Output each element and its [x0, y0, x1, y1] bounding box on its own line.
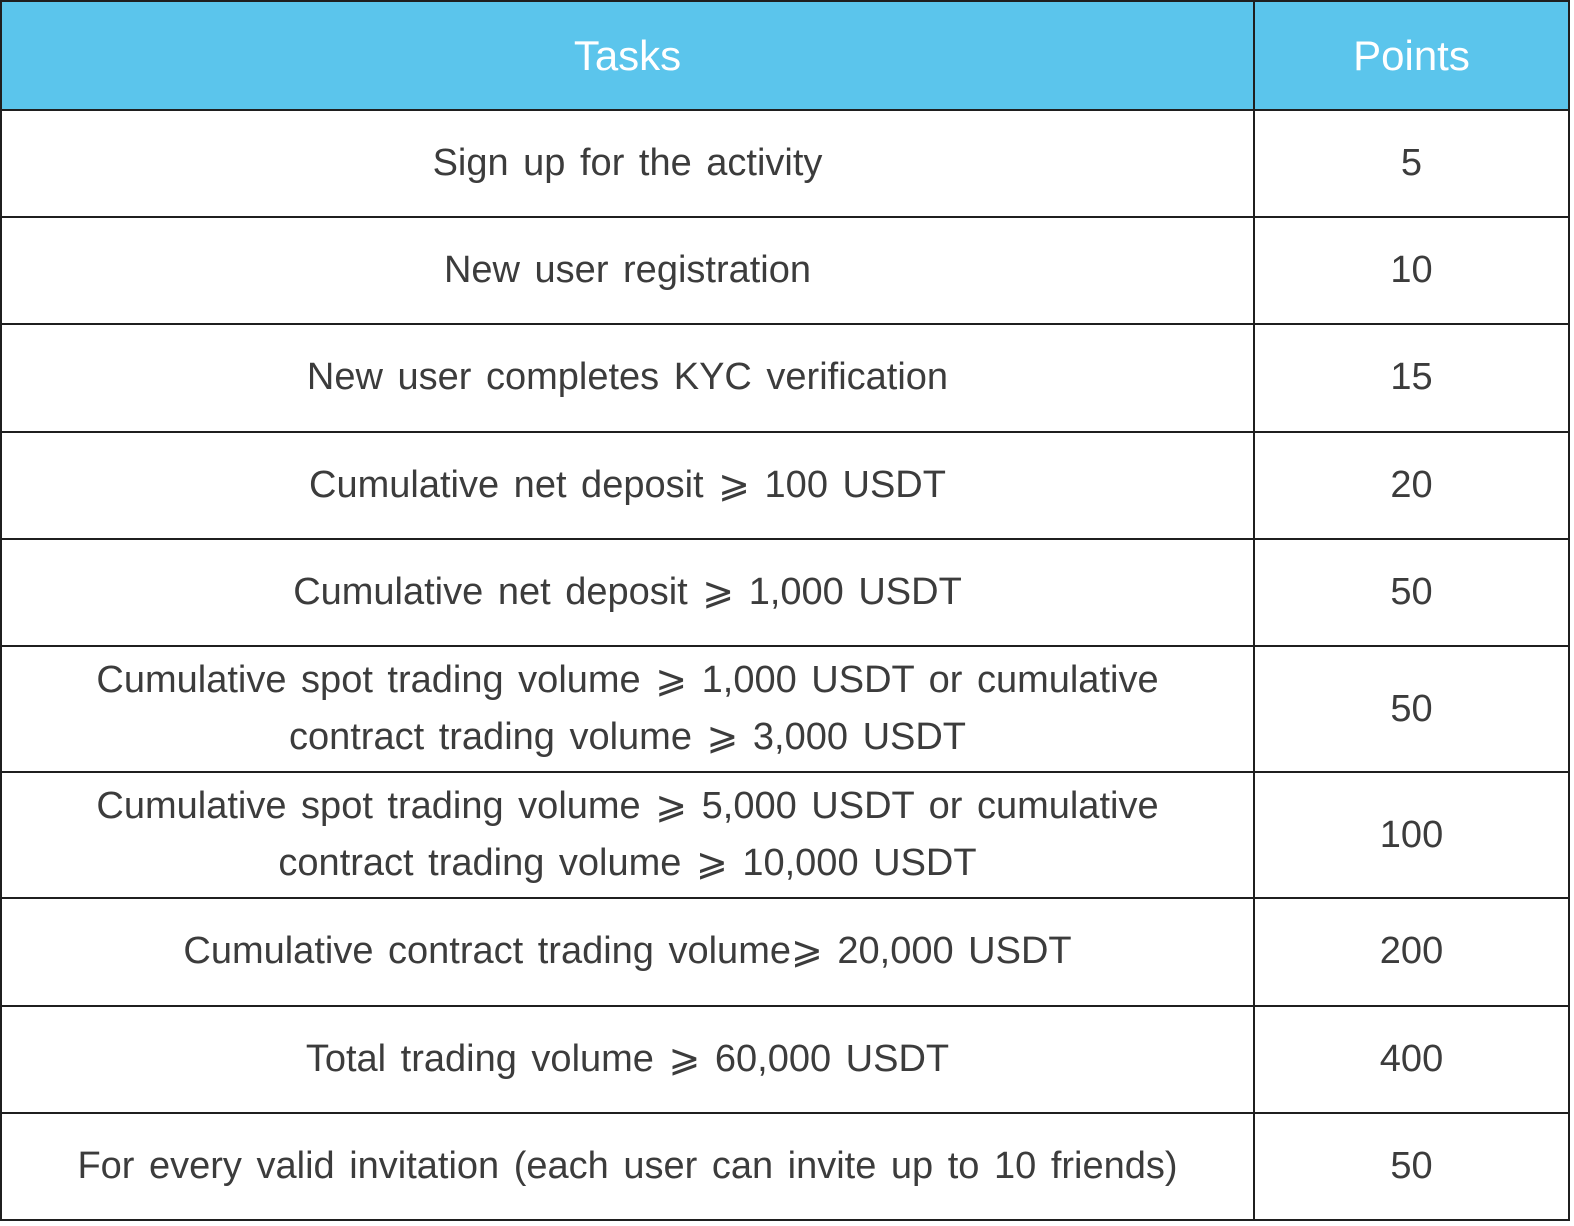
- task-cell: Cumulative net deposit ⩾ 100 USDT: [1, 432, 1254, 539]
- task-cell: Cumulative contract trading volume⩾ 20,000 USDT: [1, 898, 1254, 1005]
- task-cell: [1, 646, 1254, 772]
- task-cell: For every valid invitation (each user can invite up to 10 friends): [1, 1113, 1254, 1220]
- points-cell: 15: [1254, 324, 1569, 431]
- table-row: [1, 217, 1569, 324]
- task-cell: Total trading volume ⩾ 60,000 USDT: [1, 1006, 1254, 1113]
- table-row: [1, 646, 1569, 772]
- table-row: [1, 110, 1569, 217]
- points-column-header: Points: [1254, 1, 1569, 110]
- points-cell: 50: [1254, 646, 1569, 772]
- points-cell: 5: [1254, 110, 1569, 217]
- points-cell: 400: [1254, 1006, 1569, 1113]
- table-row: [1, 324, 1569, 431]
- table-row: [1, 432, 1569, 539]
- points-cell: 100: [1254, 772, 1569, 898]
- tasks-column-header: Tasks: [1, 1, 1254, 110]
- table-row: [1, 772, 1569, 898]
- task-cell: New user completes KYC verification: [1, 324, 1254, 431]
- points-cell: 200: [1254, 898, 1569, 1005]
- points-cell: 10: [1254, 217, 1569, 324]
- points-cell: 50: [1254, 539, 1569, 646]
- task-cell: New user registration: [1, 217, 1254, 324]
- task-line: contract trading volume ⩾ 3,000 USDT: [288, 716, 967, 759]
- points-cell: 20: [1254, 432, 1569, 539]
- table-row: [1, 1006, 1569, 1113]
- task-line: Cumulative spot trading volume ⩾ 1,000 USDT or cumulative: [96, 659, 1159, 702]
- table-row: [1, 539, 1569, 646]
- task-cell: Cumulative net deposit ⩾ 1,000 USDT: [1, 539, 1254, 646]
- table-header-row: [1, 1, 1569, 110]
- task-line: contract trading volume ⩾ 10,000 USDT: [278, 842, 977, 885]
- task-line: Cumulative spot trading volume ⩾ 5,000 USDT or cumulative: [96, 785, 1159, 828]
- table-row: [1, 1113, 1569, 1220]
- task-cell: Sign up for the activity: [1, 110, 1254, 217]
- points-cell: 50: [1254, 1113, 1569, 1220]
- table-row: [1, 898, 1569, 1005]
- task-cell: [1, 772, 1254, 898]
